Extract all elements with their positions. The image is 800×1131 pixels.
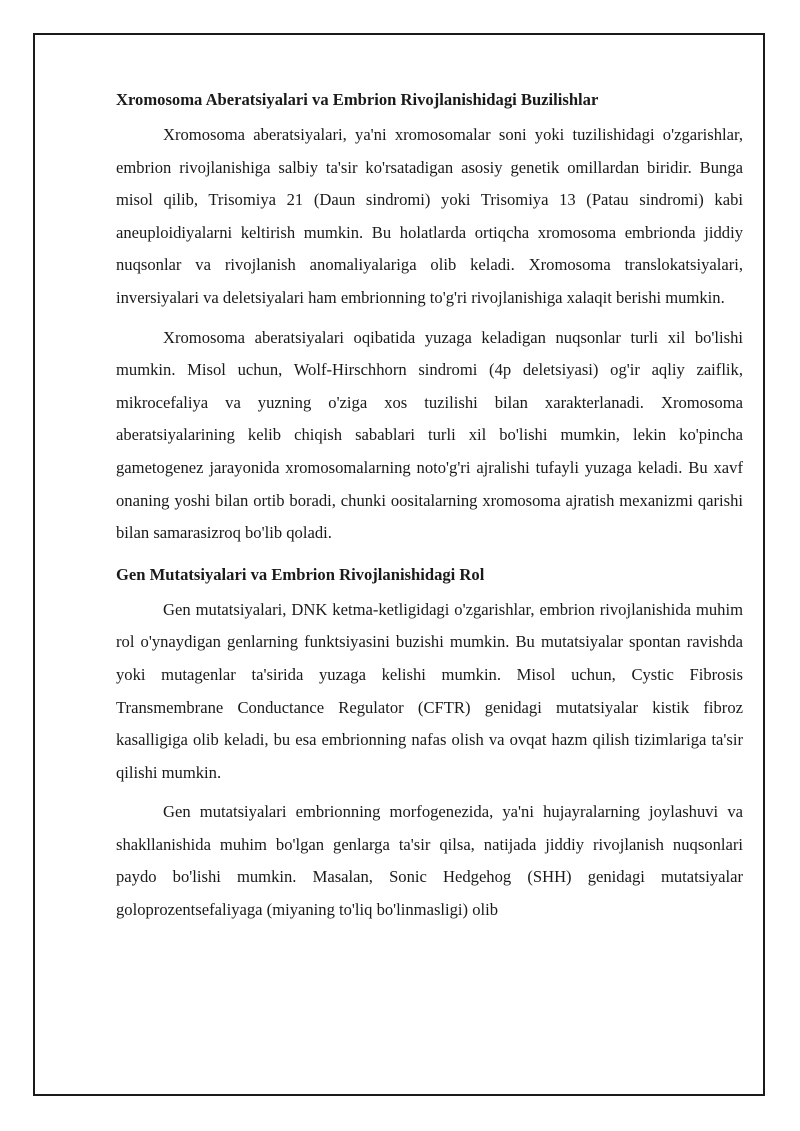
paragraph: Gen mutatsiyalari embrionning morfogenezida, ya'ni hujayralarning joylashuvi va shakllanishida muhim bo'lgan genlarga ta'sir qilsa, natijada jiddiy rivojlanish nuqsonlari paydo bo'lishi mumkin. Masalan, Sonic Hedgehog (SHH) genidagi mutatsiyalar goloprozentsefaliyaga (miyaning to'liq bo'linmasligi) olib (116, 802, 743, 920)
document-body (116, 87, 743, 926)
paragraph: Gen mutatsiyalari, DNK ketma-ketligidagi o'zgarishlar, embrion rivojlanishida muhim rol o'ynaydigan genlarning funktsiyasini buzishi mumkin. Bu mutatsiyalar spontan ravishda yoki mutagenlar ta'sirida yuzaga kelishi mumkin. Misol uchun, Cystic Fibrosis Transmembrane Conductance Regulator (CFTR) genidagi mutatsiyalar kistik fibroz kasalligiga olib keladi, bu esa embrionning nafas olish va ovqat hazm qilish tizimlariga ta'sir qilishi mumkin. (116, 599, 743, 782)
paragraph: Xromosoma aberatsiyalari, ya'ni xromosomalar soni yoki tuzilishidagi o'zgarishlar, embrion rivojlanishiga salbiy ta'sir ko'rsatadigan asosiy genetik omillardan biridir. Bunga misol qilib, Trisomiya 21 (Daun sindromi) yoki Trisomiya 13 (Patau sindromi) kabi aneuploidiyalarni keltirish mumkin. Bu holatlarda ortiqcha xromosoma embrionda jiddiy nuqsonlar va rivojlanish anomaliyalariga olib keladi. Xromosoma translokatsiyalari, inversiyalari va deletsiyalari ham embrionning to'g'ri rivojlanishiga xalaqit berishi mumkin. (116, 125, 743, 307)
section-heading-chromosome-aberrations: Xromosoma Aberatsiyalari va Embrion Rivojlanishidagi Buzilishlar (116, 90, 599, 109)
section-heading-gene-mutations: Gen Mutatsiyalari va Embrion Rivojlanishidagi Rol (116, 564, 485, 584)
paragraph: Xromosoma aberatsiyalari oqibatida yuzaga keladigan nuqsonlar turli xil bo'lishi mumkin. Misol uchun, Wolf-Hirschhorn sindromi (4p deletsiyasi) og'ir aqliy zaiflik, mikrocefaliya va yuzning o'ziga xos tuzilishi bilan xarakterlanadi. Xromosoma aberatsiyalarining kelib chiqish sabablari turli xil bo'lishi mumkin, lekin ko'pincha gametogenez jarayonida xromosomalarning noto'g'ri ajralishi tufayli yuzaga keladi. Bu xavf onaning yoshi bilan ortib boradi, chunki oositalarning xromosoma ajratish mexanizmi qarishi bilan samarasizroq bo'lib qoladi. (116, 327, 743, 543)
